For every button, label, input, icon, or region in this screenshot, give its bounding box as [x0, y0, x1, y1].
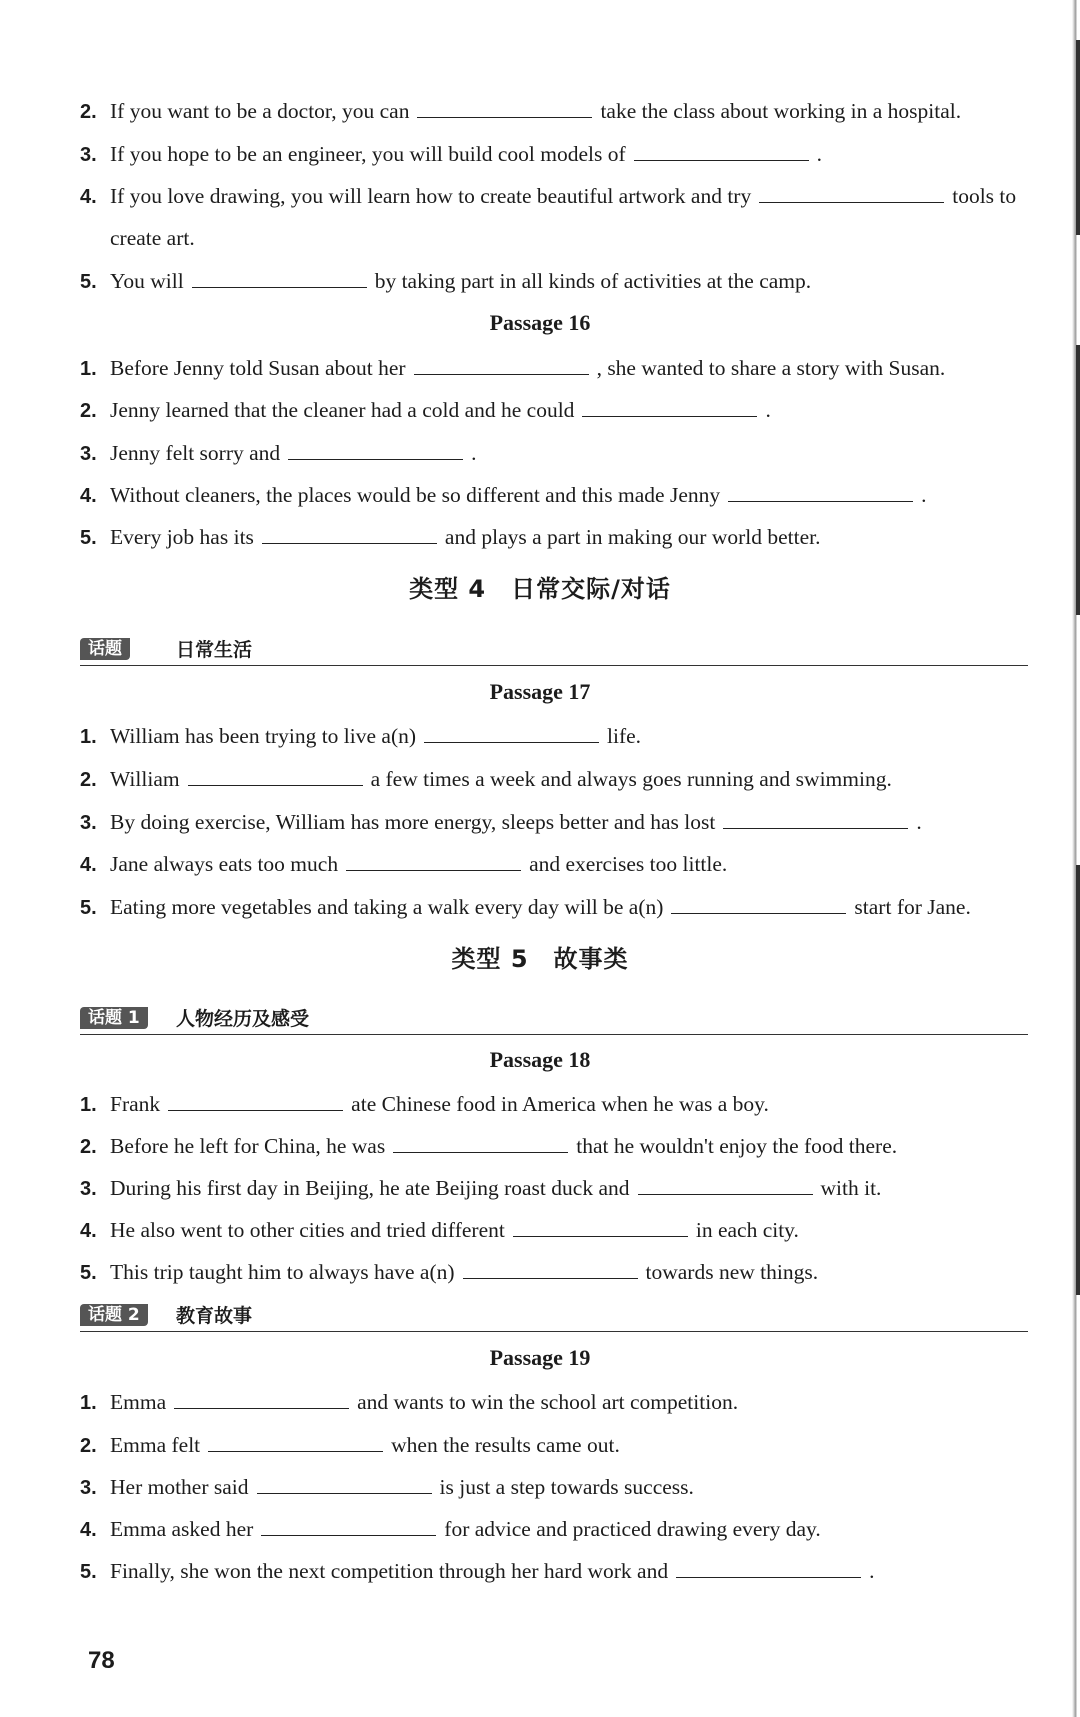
passage-title: Passage 19 — [489, 1345, 591, 1370]
answer-blank[interactable] — [463, 1256, 638, 1279]
question-text: He also went to other cities and tried different — [110, 1218, 505, 1242]
question-line — [80, 138, 822, 170]
question-text: in each city. — [695, 1218, 799, 1242]
question-text: start for Jane. — [854, 895, 971, 919]
page-number: 78 — [88, 1647, 115, 1674]
question-text: towards new things. — [645, 1260, 819, 1284]
question-line — [80, 891, 971, 923]
question-text: that he wouldn't enjoy the food there. — [576, 1134, 898, 1158]
question-number: 5. — [80, 527, 97, 549]
topic-title: 人物经历及感受 — [176, 1008, 310, 1030]
answer-blank[interactable] — [414, 352, 589, 375]
question-number: 1. — [80, 358, 97, 380]
page-edge-mark — [1076, 865, 1080, 1295]
question-text: . — [816, 142, 822, 166]
question-number: 1. — [80, 1392, 97, 1414]
answer-blank[interactable] — [728, 479, 913, 502]
section-heading: 类型 5 故事类 — [451, 945, 629, 973]
question-text: Every job has its — [110, 525, 254, 549]
question-text: Jane always eats too much — [110, 852, 339, 876]
answer-blank[interactable] — [424, 720, 599, 743]
answer-blank[interactable] — [168, 1088, 343, 1111]
question-text: William has been trying to live a(n) — [110, 724, 417, 748]
question-number: 5. — [80, 1262, 97, 1284]
topic-header — [80, 636, 1028, 666]
question-number: 5. — [80, 271, 97, 293]
question-text: when the results came out. — [391, 1433, 620, 1457]
question-text: tools to — [952, 184, 1017, 208]
question-text: If you want to be a doctor, you can — [110, 99, 410, 123]
question-line — [80, 720, 641, 752]
question-line — [80, 1386, 738, 1418]
question-text: life. — [607, 724, 642, 748]
page-edge — [1072, 0, 1077, 1717]
question-line — [80, 180, 1016, 212]
question-line — [80, 1130, 897, 1162]
question-text: . — [921, 483, 927, 507]
question-text: Emma — [110, 1390, 167, 1414]
answer-blank[interactable] — [346, 848, 521, 871]
question-number: 1. — [80, 726, 97, 748]
topic-header — [80, 1302, 1028, 1332]
answer-blank[interactable] — [671, 891, 846, 914]
question-number: 2. — [80, 400, 97, 422]
question-text: is just a step towards success. — [439, 1475, 694, 1499]
answer-blank[interactable] — [261, 1513, 436, 1536]
answer-blank[interactable] — [676, 1555, 861, 1578]
answer-blank[interactable] — [582, 394, 757, 417]
question-number: 1. — [80, 1094, 97, 1116]
question-text: . — [869, 1559, 875, 1583]
question-number: 2. — [80, 1136, 97, 1158]
question-number: 2. — [80, 769, 97, 791]
question-line — [80, 521, 820, 553]
question-text: During his first day in Beijing, he ate Beijing roast duck and — [110, 1176, 630, 1200]
question-text: Before he left for China, he was — [110, 1134, 386, 1158]
question-number: 2. — [80, 101, 97, 123]
divider — [80, 1034, 1028, 1035]
question-text: Frank — [110, 1092, 161, 1116]
question-text: This trip taught him to always have a(n) — [110, 1260, 455, 1284]
question-text: and plays a part in making our world better. — [444, 525, 821, 549]
question-line — [80, 95, 961, 127]
question-line — [80, 1172, 881, 1204]
question-text: . — [916, 810, 922, 834]
question-line — [80, 848, 727, 880]
question-number: 3. — [80, 144, 97, 166]
answer-blank[interactable] — [759, 180, 944, 203]
question-text: Jenny learned that the cleaner had a cold and he could — [110, 398, 575, 422]
answer-blank[interactable] — [174, 1386, 349, 1409]
answer-blank[interactable] — [262, 521, 437, 544]
question-number: 3. — [80, 1178, 97, 1200]
question-text: and wants to win the school art competition. — [357, 1390, 739, 1414]
question-text: Emma felt — [110, 1433, 201, 1457]
question-number: 5. — [80, 897, 97, 919]
answer-blank[interactable] — [513, 1214, 688, 1237]
answer-blank[interactable] — [638, 1172, 813, 1195]
question-continuation: create art. — [110, 226, 195, 250]
question-number: 5. — [80, 1561, 97, 1583]
question-text: Finally, she won the next competition through her hard work and — [110, 1559, 669, 1583]
question-text: for advice and practiced drawing every day. — [444, 1517, 821, 1541]
page-edge-mark — [1076, 40, 1080, 235]
question-number: 4. — [80, 1519, 97, 1541]
question-number: 4. — [80, 1220, 97, 1242]
topic-badge: 话题 — [80, 638, 130, 660]
topic-header — [80, 1005, 1028, 1035]
question-line — [80, 1214, 799, 1246]
question-text: You will — [110, 269, 184, 293]
question-text: If you love drawing, you will learn how to create beautiful artwork and try — [110, 184, 752, 208]
answer-blank[interactable] — [723, 806, 908, 829]
question-text: Eating more vegetables and taking a walk every day will be a(n) — [110, 895, 664, 919]
question-line — [80, 1555, 874, 1587]
question-line — [80, 1429, 620, 1461]
divider — [80, 1331, 1028, 1332]
topic-badge: 话题 2 — [80, 1304, 148, 1326]
question-number: 4. — [80, 186, 97, 208]
question-text: and exercises too little. — [529, 852, 728, 876]
topic-title: 日常生活 — [176, 639, 253, 661]
section-heading: 类型 4 日常交际/对话 — [409, 575, 671, 603]
answer-blank[interactable] — [188, 763, 363, 786]
answer-blank[interactable] — [288, 437, 463, 460]
divider — [80, 665, 1028, 666]
answer-blank[interactable] — [192, 265, 367, 288]
question-line — [80, 1088, 769, 1120]
passage-title: Passage 18 — [489, 1047, 591, 1072]
question-text: Jenny felt sorry and — [110, 441, 281, 465]
answer-blank[interactable] — [634, 138, 809, 161]
answer-blank[interactable] — [208, 1429, 383, 1452]
question-number: 3. — [80, 1477, 97, 1499]
question-text: by taking part in all kinds of activities at the camp. — [374, 269, 812, 293]
question-text: Emma asked her — [110, 1517, 254, 1541]
question-text: If you hope to be an engineer, you will build cool models of — [110, 142, 626, 166]
question-text: Her mother said — [110, 1475, 249, 1499]
topic-title: 教育故事 — [176, 1305, 253, 1327]
question-number: 4. — [80, 485, 97, 507]
question-number: 4. — [80, 854, 97, 876]
question-line — [80, 1513, 821, 1545]
question-line — [80, 394, 771, 426]
question-line — [80, 265, 811, 297]
question-line — [80, 806, 922, 838]
question-line — [80, 1471, 694, 1503]
question-number: 2. — [80, 1435, 97, 1457]
question-text: . — [765, 398, 771, 422]
passage-title: Passage 17 — [489, 679, 591, 704]
question-text: take the class about working in a hospital. — [600, 99, 962, 123]
question-text: with it. — [820, 1176, 882, 1200]
question-line — [80, 352, 945, 384]
question-text: Without cleaners, the places would be so different and this made Jenny — [110, 483, 721, 507]
question-line — [80, 437, 477, 469]
question-text: By doing exercise, William has more energy, sleeps better and has lost — [110, 810, 716, 834]
passage-title: Passage 16 — [489, 310, 591, 335]
answer-blank[interactable] — [417, 95, 592, 118]
answer-blank[interactable] — [393, 1130, 568, 1153]
question-text: a few times a week and always goes running and swimming. — [370, 767, 892, 791]
question-text: ate Chinese food in America when he was a boy. — [351, 1092, 769, 1116]
question-line — [80, 763, 892, 795]
question-number: 3. — [80, 443, 97, 465]
question-line — [80, 1256, 818, 1288]
question-text: , she wanted to share a story with Susan. — [596, 356, 946, 380]
question-line — [80, 479, 927, 511]
question-text: William — [110, 767, 180, 791]
question-number: 3. — [80, 812, 97, 834]
topic-badge: 话题 1 — [80, 1007, 148, 1029]
question-text: Before Jenny told Susan about her — [110, 356, 406, 380]
question-text: . — [471, 441, 477, 465]
answer-blank[interactable] — [257, 1471, 432, 1494]
